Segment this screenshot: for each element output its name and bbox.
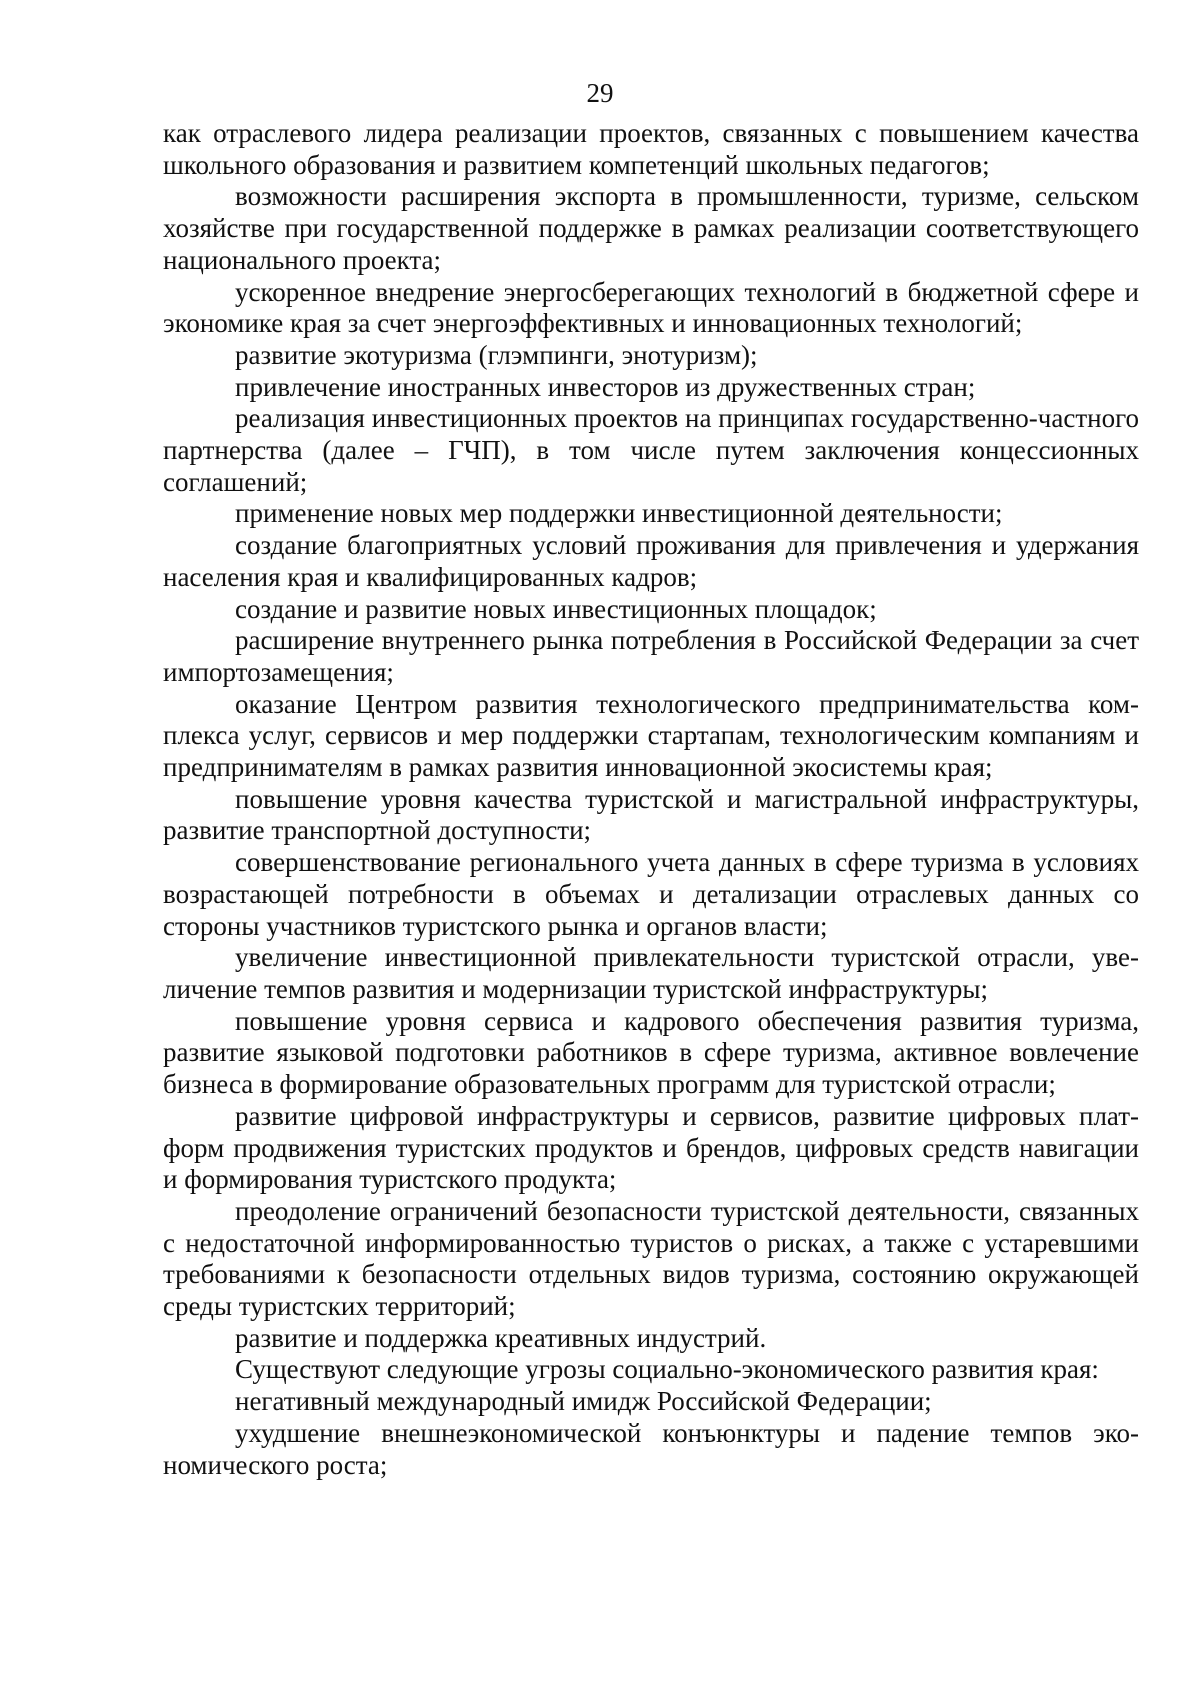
paragraph: создание и развитие новых инвестиционных площадок; bbox=[235, 593, 877, 624]
paragraph: преодоление ограничений безопасности туристской деятельности, связанных с недостаточной информированностью туристов о рисках, а также с устаревшими требованиями к безопасности отдельных видов туризма, состоянию окружающей среды туристских территорий; bbox=[163, 1195, 1139, 1322]
paragraph: развитие цифровой инфраструктуры и сервисов, развитие цифровых платформ продвижения туристских продуктов и брендов, цифровых средств навигации и формирования туристского продукта; bbox=[163, 1100, 1139, 1195]
paragraph: Существуют следующие угрозы социально-экономического развития края: bbox=[235, 1354, 1099, 1385]
paragraph: ускоренное внедрение энергосберегающих технологий в бюджетной сфере и экономике края за счет энергоэффективных и инновационных технологий; bbox=[163, 276, 1139, 339]
page-number: 29 bbox=[586, 78, 614, 108]
paragraph: возможности расширения экспорта в промышленности, туризме, сельском хозяйстве при государственной поддержке в рамках реализации соответствующего национального проекта; bbox=[163, 181, 1139, 275]
paragraph: расширение внутреннего рынка потребления в Российской Федерации за счет импортозамещения; bbox=[163, 625, 1139, 687]
paragraph: применение новых мер поддержки инвестиционной деятельности; bbox=[235, 498, 1003, 529]
paragraph: совершенствование регионального учета данных в сфере туризма в условиях возрастающей потребности в объемах и детализации отраслевых данных со стороны участников туристского рынка и органов власти; bbox=[163, 847, 1139, 941]
paragraph: повышение уровня качества туристской и магистральной инфраструктуры, развитие транспортной доступности; bbox=[163, 783, 1139, 846]
paragraph: увеличение инвестиционной привлекательности туристской отрасли, увеличение темпов развития и модернизации туристской инфраструктуры; bbox=[163, 942, 1139, 1004]
paragraph: оказание Центром развития технологического предпринимательства комплекса услуг, сервисов и мер поддержки стартапам, технологическим компаниям и предпринимателям в рамках развития инновационной экосистемы края; bbox=[163, 688, 1139, 783]
paragraph: ухудшение внешнеэкономической конъюнктуры и падение темпов экономического роста; bbox=[163, 1417, 1139, 1480]
paragraph: создание благоприятных условий проживания для привлечения и удержания населения края и квалифицированных кадров; bbox=[163, 530, 1139, 592]
paragraph: негативный международный имидж Российской Федерации; bbox=[235, 1386, 932, 1417]
paragraph: как отраслевого лидера реализации проектов, связанных с повышением качества школьного образования и развитием компетенций школьных педагогов; bbox=[163, 118, 1139, 180]
paragraph: развитие экотуризма (глэмпинги, энотуризм); bbox=[235, 339, 758, 370]
paragraph: реализация инвестиционных проектов на принципах государственно-частного партнерства (далее – ГЧП), в том числе путем заключения концессионных соглашений; bbox=[163, 403, 1139, 497]
paragraph: повышение уровня сервиса и кадрового обеспечения развития туризма, развитие языковой подготовки работников в сфере туризма, активное вовлечение бизнеса в формирование образовательных программ для туристской отрасли; bbox=[163, 1005, 1139, 1100]
body-text bbox=[163, 118, 1139, 1481]
paragraph: привлечение иностранных инвесторов из дружественных стран; bbox=[235, 371, 976, 402]
paragraph: развитие и поддержка креативных индустрий. bbox=[235, 1322, 767, 1353]
